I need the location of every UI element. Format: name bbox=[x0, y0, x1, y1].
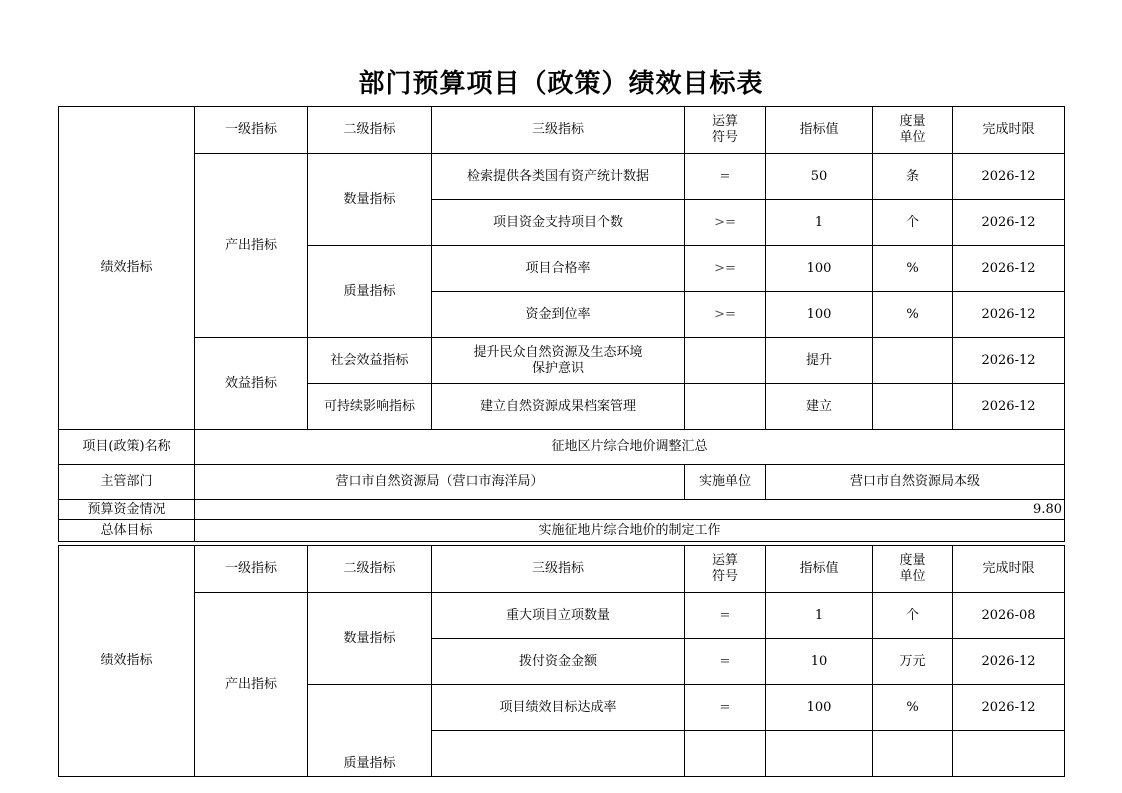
level2-cell: 质量指标 bbox=[308, 685, 432, 777]
deadline-cell: 2026-08 bbox=[953, 593, 1065, 639]
header-operator: 运算 符号 bbox=[685, 546, 766, 593]
table-row bbox=[59, 593, 1065, 639]
table-header-row bbox=[59, 546, 1065, 593]
operator-cell: = bbox=[685, 685, 766, 731]
section-label: 绩效指标 bbox=[59, 546, 195, 777]
value-cell: 50 bbox=[766, 154, 873, 200]
level3-cell: 拨付资金金额 bbox=[432, 639, 685, 685]
budget-row bbox=[59, 500, 1065, 520]
level2-cell: 质量指标 bbox=[308, 246, 432, 338]
overall-goal-label: 总体目标 bbox=[59, 520, 195, 542]
value-cell: 提升 bbox=[766, 338, 873, 384]
level3-cell: 重大项目立项数量 bbox=[432, 593, 685, 639]
header-deadline: 完成时限 bbox=[953, 546, 1065, 593]
header-value: 指标值 bbox=[766, 546, 873, 593]
level3-cell: 检索提供各类国有资产统计数据 bbox=[432, 154, 685, 200]
level3-cell: 提升民众自然资源及生态环境 保护意识 bbox=[432, 338, 685, 384]
deadline-cell: 2026-12 bbox=[953, 154, 1065, 200]
value-cell: 建立 bbox=[766, 384, 873, 430]
unit-cell: 条 bbox=[873, 154, 953, 200]
value-cell: 10 bbox=[766, 639, 873, 685]
header-unit: 度量 单位 bbox=[873, 546, 953, 593]
level2-cell: 数量指标 bbox=[308, 593, 432, 685]
header-deadline: 完成时限 bbox=[953, 107, 1065, 154]
operator-cell bbox=[685, 338, 766, 384]
unit-cell: % bbox=[873, 292, 953, 338]
value-cell: 1 bbox=[766, 200, 873, 246]
implementing-unit-label: 实施单位 bbox=[685, 465, 766, 500]
project-name-row bbox=[59, 430, 1065, 465]
operator-cell: = bbox=[685, 593, 766, 639]
operator-cell bbox=[685, 731, 766, 777]
level1-cell: 产出指标 bbox=[195, 593, 308, 777]
table-header-row bbox=[59, 107, 1065, 154]
level3-cell bbox=[432, 731, 685, 777]
unit-cell bbox=[873, 384, 953, 430]
header-operator: 运算 符号 bbox=[685, 107, 766, 154]
performance-table-2 bbox=[58, 545, 1065, 777]
deadline-cell bbox=[953, 731, 1065, 777]
level1-cell: 产出指标 bbox=[195, 154, 308, 338]
header-level1: 一级指标 bbox=[195, 107, 308, 154]
page-title: 部门预算项目（政策）绩效目标表 bbox=[358, 69, 764, 99]
unit-cell: % bbox=[873, 246, 953, 292]
deadline-cell: 2026-12 bbox=[953, 384, 1065, 430]
value-cell: 1 bbox=[766, 593, 873, 639]
unit-cell: 个 bbox=[873, 593, 953, 639]
performance-table-1 bbox=[58, 106, 1065, 542]
project-name: 征地区片综合地价调整汇总 bbox=[195, 430, 1065, 465]
department-row bbox=[59, 465, 1065, 500]
operator-cell: >= bbox=[685, 292, 766, 338]
unit-cell: 个 bbox=[873, 200, 953, 246]
deadline-cell: 2026-12 bbox=[953, 338, 1065, 384]
deadline-cell: 2026-12 bbox=[953, 685, 1065, 731]
level1-cell: 效益指标 bbox=[195, 338, 308, 430]
level3-cell: 项目绩效目标达成率 bbox=[432, 685, 685, 731]
level3-cell: 项目合格率 bbox=[432, 246, 685, 292]
table-row bbox=[59, 338, 1065, 384]
header-value: 指标值 bbox=[766, 107, 873, 154]
budget-label: 预算资金情况 bbox=[59, 500, 195, 520]
header-level2: 二级指标 bbox=[308, 107, 432, 154]
level2-cell: 社会效益指标 bbox=[308, 338, 432, 384]
value-cell: 100 bbox=[766, 685, 873, 731]
level3-cell: 资金到位率 bbox=[432, 292, 685, 338]
deadline-cell: 2026-12 bbox=[953, 246, 1065, 292]
operator-cell: = bbox=[685, 639, 766, 685]
value-cell bbox=[766, 731, 873, 777]
overall-goal-row bbox=[59, 520, 1065, 542]
level2-cell: 可持续影响指标 bbox=[308, 384, 432, 430]
overall-goal-value: 实施征地片综合地价的制定工作 bbox=[195, 520, 1065, 542]
budget-value: 9.80 bbox=[195, 500, 1065, 520]
value-cell: 100 bbox=[766, 246, 873, 292]
operator-cell bbox=[685, 384, 766, 430]
header-level3: 三级指标 bbox=[432, 107, 685, 154]
level2-cell: 数量指标 bbox=[308, 154, 432, 246]
project-name-label: 项目(政策)名称 bbox=[59, 430, 195, 465]
header-level3: 三级指标 bbox=[432, 546, 685, 593]
operator-cell: = bbox=[685, 154, 766, 200]
deadline-cell: 2026-12 bbox=[953, 639, 1065, 685]
unit-cell: 万元 bbox=[873, 639, 953, 685]
header-unit: 度量 单位 bbox=[873, 107, 953, 154]
level3-cell: 项目资金支持项目个数 bbox=[432, 200, 685, 246]
deadline-cell: 2026-12 bbox=[953, 292, 1065, 338]
section-label: 绩效指标 bbox=[59, 107, 195, 430]
value-cell: 100 bbox=[766, 292, 873, 338]
unit-cell bbox=[873, 338, 953, 384]
department-value: 营口市自然资源局（营口市海洋局） bbox=[195, 465, 685, 500]
operator-cell: >= bbox=[685, 246, 766, 292]
level3-cell: 建立自然资源成果档案管理 bbox=[432, 384, 685, 430]
deadline-cell: 2026-12 bbox=[953, 200, 1065, 246]
unit-cell bbox=[873, 731, 953, 777]
unit-cell: % bbox=[873, 685, 953, 731]
department-label: 主管部门 bbox=[59, 465, 195, 500]
table-row bbox=[59, 154, 1065, 200]
header-level1: 一级指标 bbox=[195, 546, 308, 593]
implementing-unit-value: 营口市自然资源局本级 bbox=[766, 465, 1065, 500]
operator-cell: >= bbox=[685, 200, 766, 246]
header-level2: 二级指标 bbox=[308, 546, 432, 593]
